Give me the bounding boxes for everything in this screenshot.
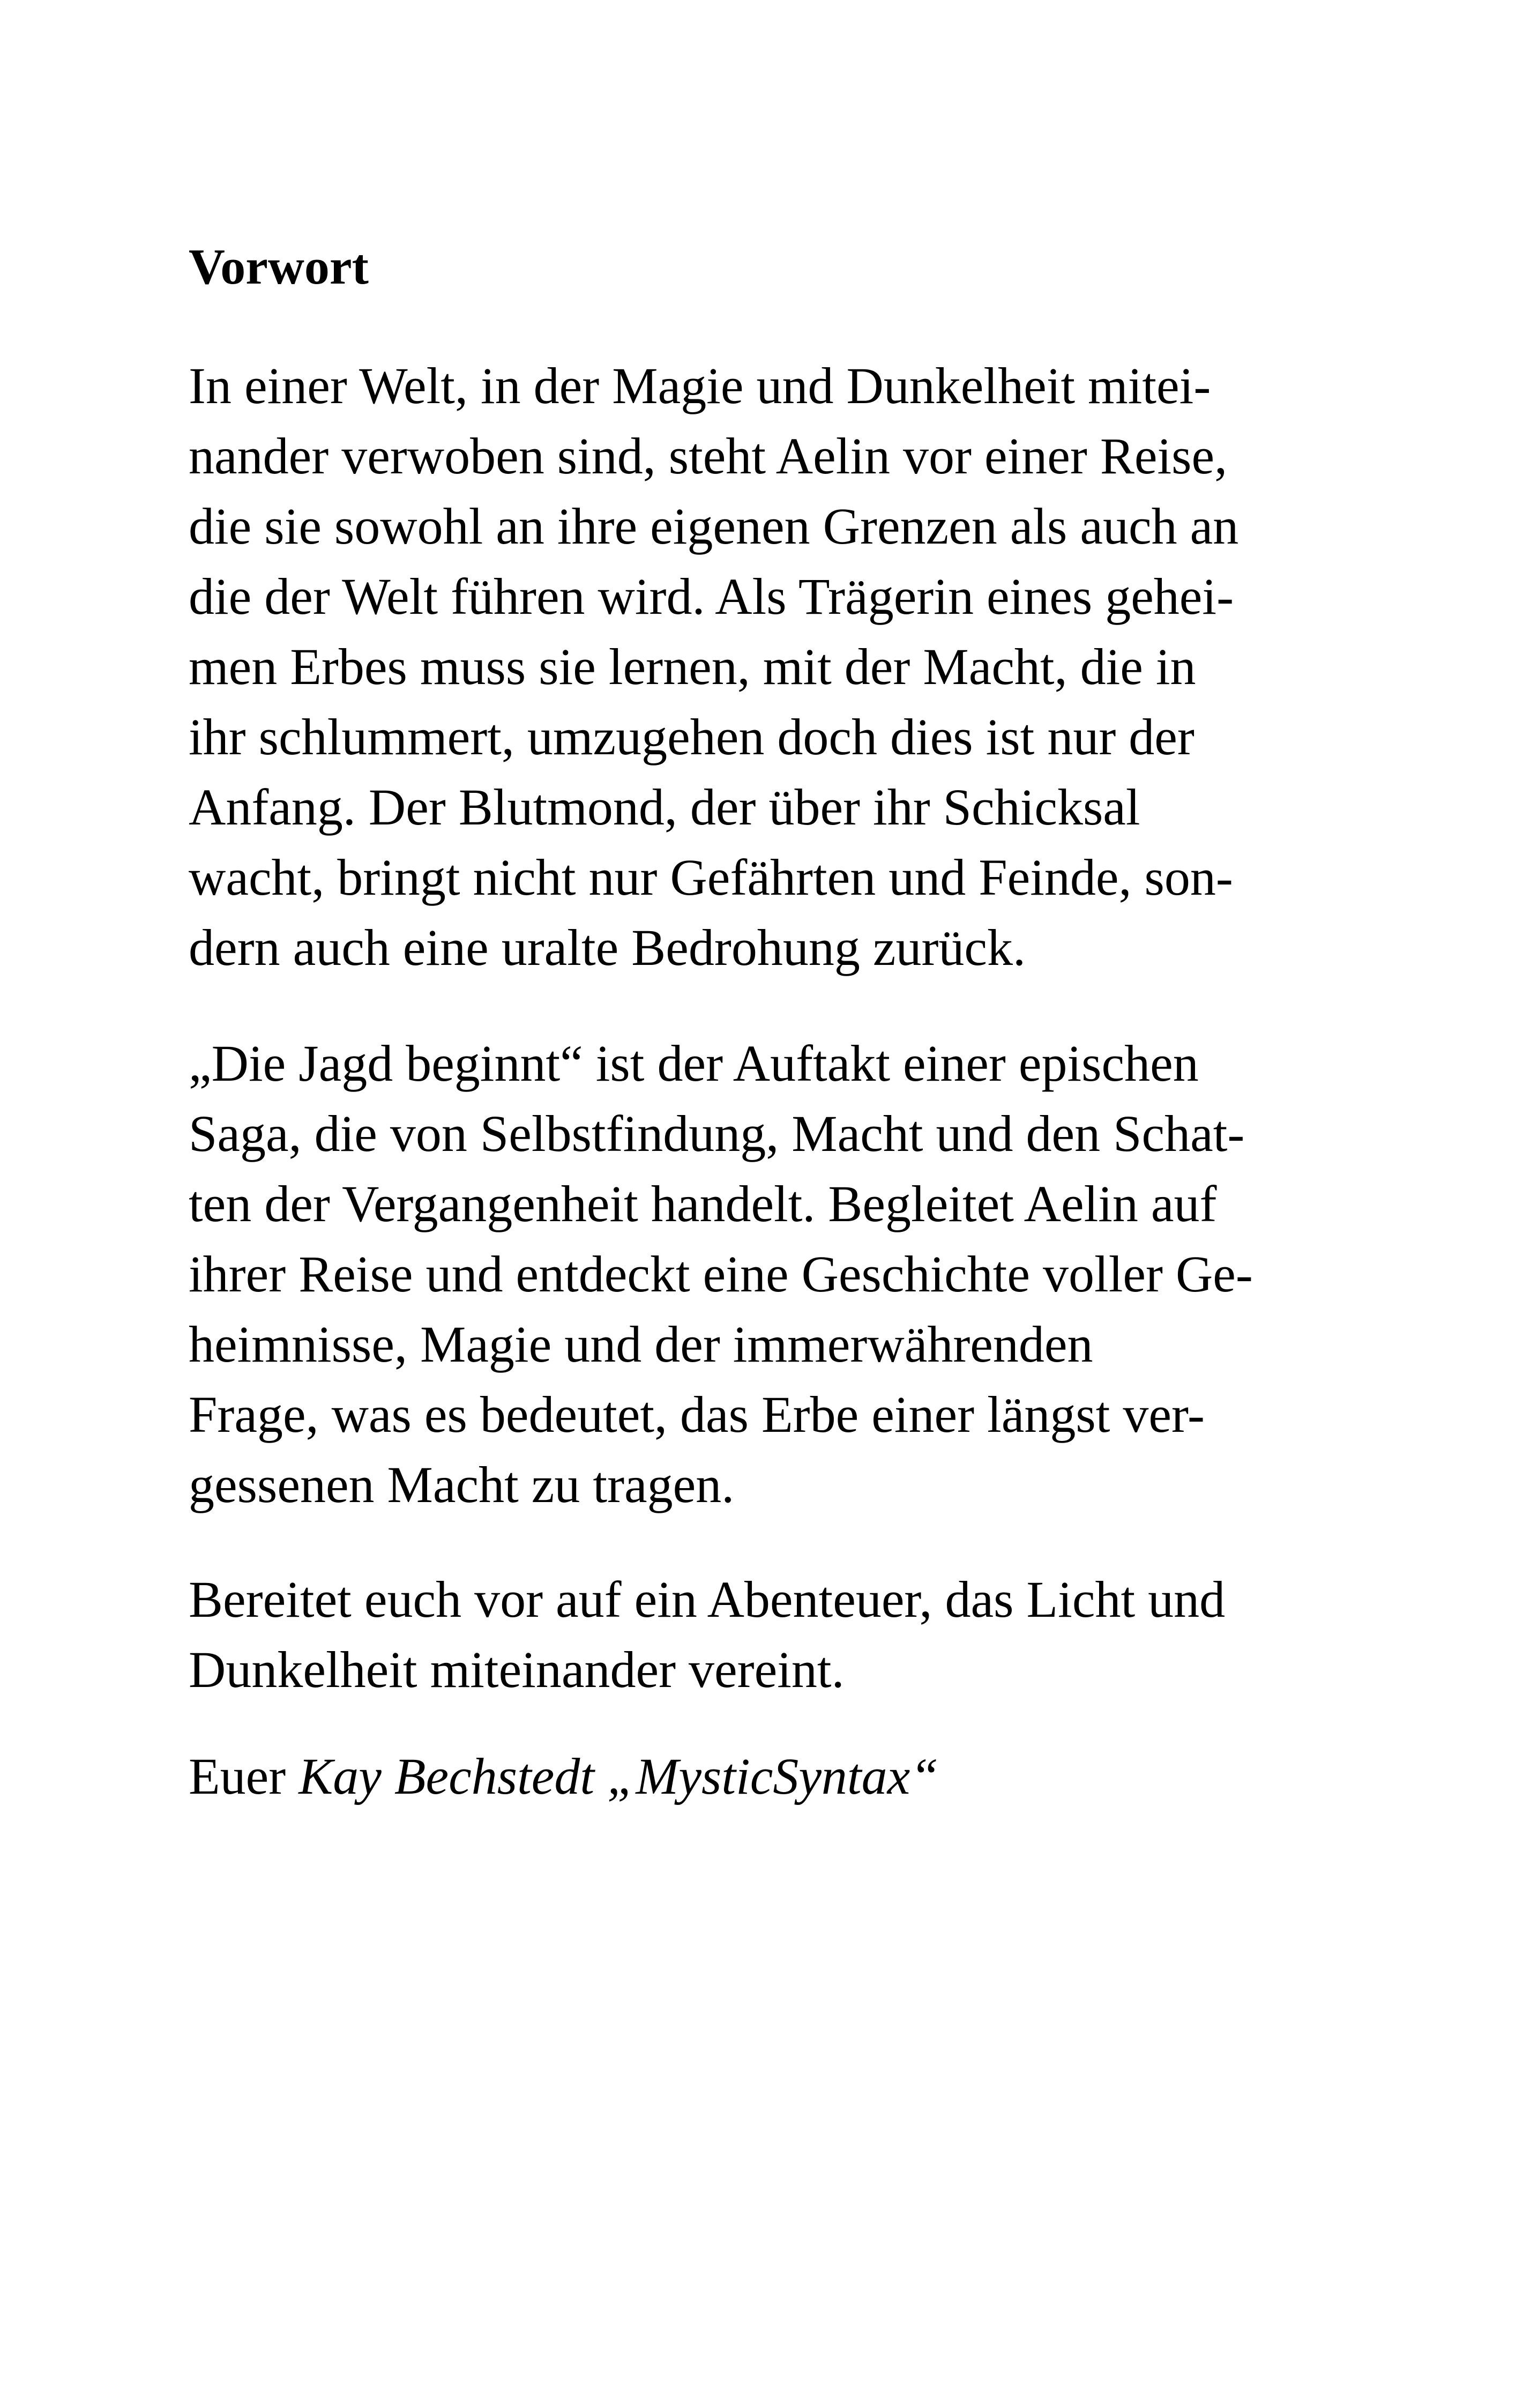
text-line: Saga, die von Selbstfindung, Macht und den Schat- bbox=[189, 1105, 1245, 1162]
text-line: Bereitet euch vor auf ein Abenteuer, das Licht und bbox=[189, 1571, 1226, 1628]
text-line: ihr schlummert, umzugehen doch dies ist nur der bbox=[189, 708, 1194, 765]
text-line: ihrer Reise und entdeckt eine Geschichte voller Ge- bbox=[189, 1245, 1253, 1303]
text-line: heimnisse, Magie und der immerwährenden bbox=[189, 1316, 1093, 1373]
text-line: die sie sowohl an ihre eigenen Grenzen als auch an bbox=[189, 497, 1239, 555]
text-line: ten der Vergangenheit handelt. Begleitet Aelin auf bbox=[189, 1175, 1217, 1232]
signature-line bbox=[189, 1741, 939, 1811]
signature-prefix: Euer bbox=[189, 1748, 299, 1805]
text-line: gessenen Macht zu tragen. bbox=[189, 1456, 735, 1513]
text-line: dern auch eine uralte Bedrohung zurück. bbox=[189, 919, 1026, 976]
text-line: Anfang. Der Blutmond, der über ihr Schicksal bbox=[189, 778, 1140, 836]
signature bbox=[189, 1741, 939, 1811]
text-line: men Erbes muss sie lernen, mit der Macht, die in bbox=[189, 638, 1196, 695]
text-line: In einer Welt, in der Magie und Dunkelheit mitei- bbox=[189, 357, 1211, 414]
text-line: Dunkelheit miteinander vereint. bbox=[189, 1641, 845, 1698]
page-title: Vorwort bbox=[189, 239, 369, 295]
paragraph-intro bbox=[189, 351, 1238, 983]
text-line: „Die Jagd beginnt“ ist der Auftakt einer epischen bbox=[189, 1035, 1199, 1092]
text-line: nander verwoben sind, steht Aelin vor einer Reise, bbox=[189, 427, 1228, 485]
text-line: wacht, bringt nicht nur Gefährten und Feinde, son- bbox=[189, 849, 1233, 906]
text-line: Frage, was es bedeutet, das Erbe einer längst ver- bbox=[189, 1386, 1205, 1443]
signature-author: Kay Bechstedt „MysticSyntax“ bbox=[298, 1748, 939, 1805]
paragraph-saga bbox=[189, 1028, 1253, 1520]
text-line: die der Welt führen wird. Als Trägerin eines gehei- bbox=[189, 568, 1234, 625]
paragraph-invitation bbox=[189, 1564, 1225, 1705]
